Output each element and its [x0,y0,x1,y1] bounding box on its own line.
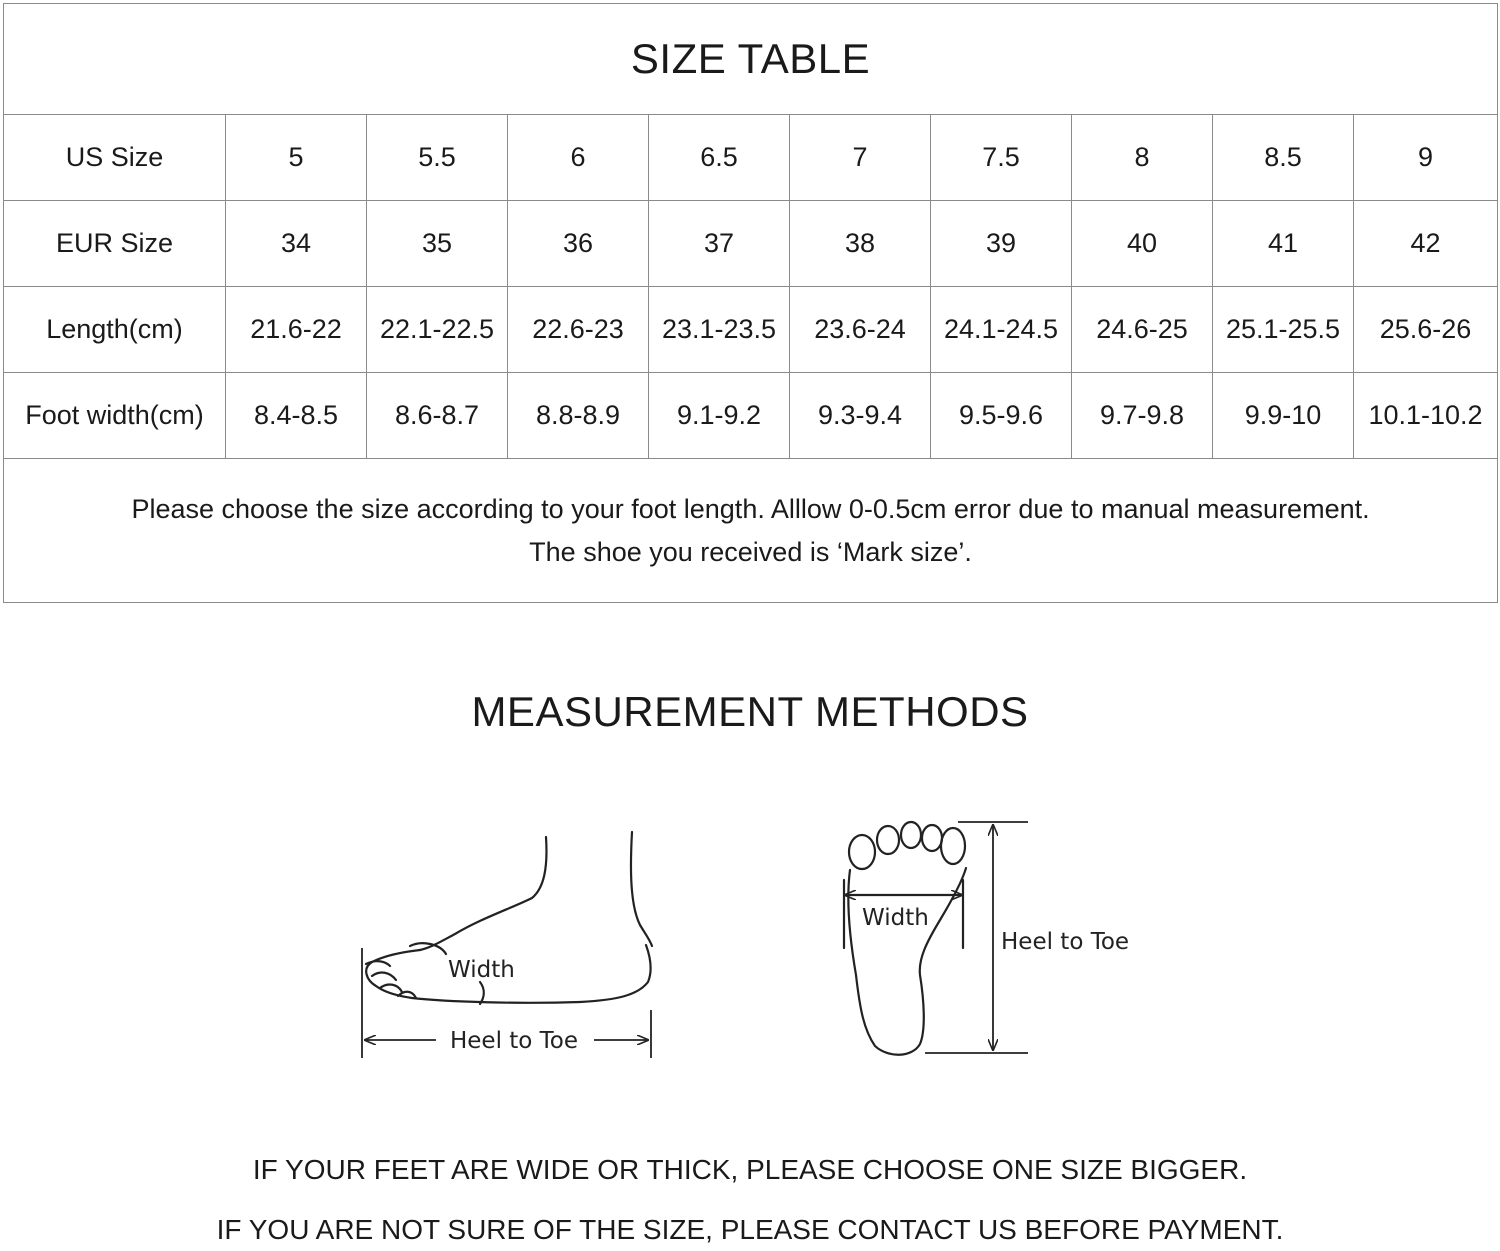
row-label-us-size: US Size [4,115,226,201]
measurement-title: MEASUREMENT METHODS [471,688,1029,735]
table-cell: 7.5 [931,115,1072,201]
table-cell: 22.1-22.5 [367,287,508,373]
table-cell: 24.1-24.5 [931,287,1072,373]
table-cell: 22.6-23 [508,287,649,373]
table-cell: 9.9-10 [1213,373,1354,459]
table-cell: 21.6-22 [226,287,367,373]
table-cell: 10.1-10.2 [1354,373,1498,459]
sole-view-width-label: Width [862,905,929,931]
table-cell: 23.6-24 [790,287,931,373]
table-cell: 8.8-8.9 [508,373,649,459]
advice-contact-us: IF YOU ARE NOT SURE OF THE SIZE, PLEASE CONTACT US BEFORE PAYMENT. [216,1214,1284,1245]
measurement-diagram [0,800,1500,1090]
table-cell: 39 [931,201,1072,287]
size-note-line-1: Please choose the size according to your foot length. Alllow 0-0.5cm error due to manual measurement. [131,493,1370,524]
side-view-width-label: Width [448,957,515,983]
row-label-length: Length(cm) [4,287,226,373]
table-cell: 34 [226,201,367,287]
table-cell: 35 [367,201,508,287]
table-cell: 9.5-9.6 [931,373,1072,459]
table-cell: 38 [790,201,931,287]
advice-wide-feet: IF YOUR FEET ARE WIDE OR THICK, PLEASE CHOOSE ONE SIZE BIGGER. [252,1154,1248,1185]
table-cell: 40 [1072,201,1213,287]
size-note-row [4,459,1498,603]
table-cell: 42 [1354,201,1498,287]
table-cell: 37 [649,201,790,287]
table-cell: 8.6-8.7 [367,373,508,459]
table-cell: 25.1-25.5 [1213,287,1354,373]
table-cell: 5 [226,115,367,201]
size-note [4,459,1498,603]
table-row-us-size [4,115,1498,201]
row-label-eur-size: EUR Size [4,201,226,287]
table-row-eur-size [4,201,1498,287]
table-cell: 6 [508,115,649,201]
size-table-title-row [4,4,1498,115]
table-cell: 8 [1072,115,1213,201]
table-cell: 41 [1213,201,1354,287]
table-row-foot-width [4,373,1498,459]
table-cell: 9.3-9.4 [790,373,931,459]
size-note-line-2: The shoe you received is ‘Mark size’. [529,536,972,567]
table-cell: 23.1-23.5 [649,287,790,373]
table-row-length [4,287,1498,373]
row-label-foot-width: Foot width(cm) [4,373,226,459]
table-cell: 24.6-25 [1072,287,1213,373]
side-view-length-label: Heel to Toe [449,1028,579,1054]
table-cell: 8.4-8.5 [226,373,367,459]
size-table [3,3,1498,603]
foot-sole-view-illustration [844,822,966,1055]
table-cell: 36 [508,201,649,287]
sole-view-length-label: Heel to Toe [1001,929,1130,955]
size-table-title: SIZE TABLE [4,4,1498,115]
table-cell: 7 [790,115,931,201]
table-cell: 9.1-9.2 [649,373,790,459]
table-cell: 9 [1354,115,1498,201]
table-cell: 8.5 [1213,115,1354,201]
table-cell: 9.7-9.8 [1072,373,1213,459]
table-cell: 6.5 [649,115,790,201]
table-cell: 5.5 [367,115,508,201]
table-cell: 25.6-26 [1354,287,1498,373]
